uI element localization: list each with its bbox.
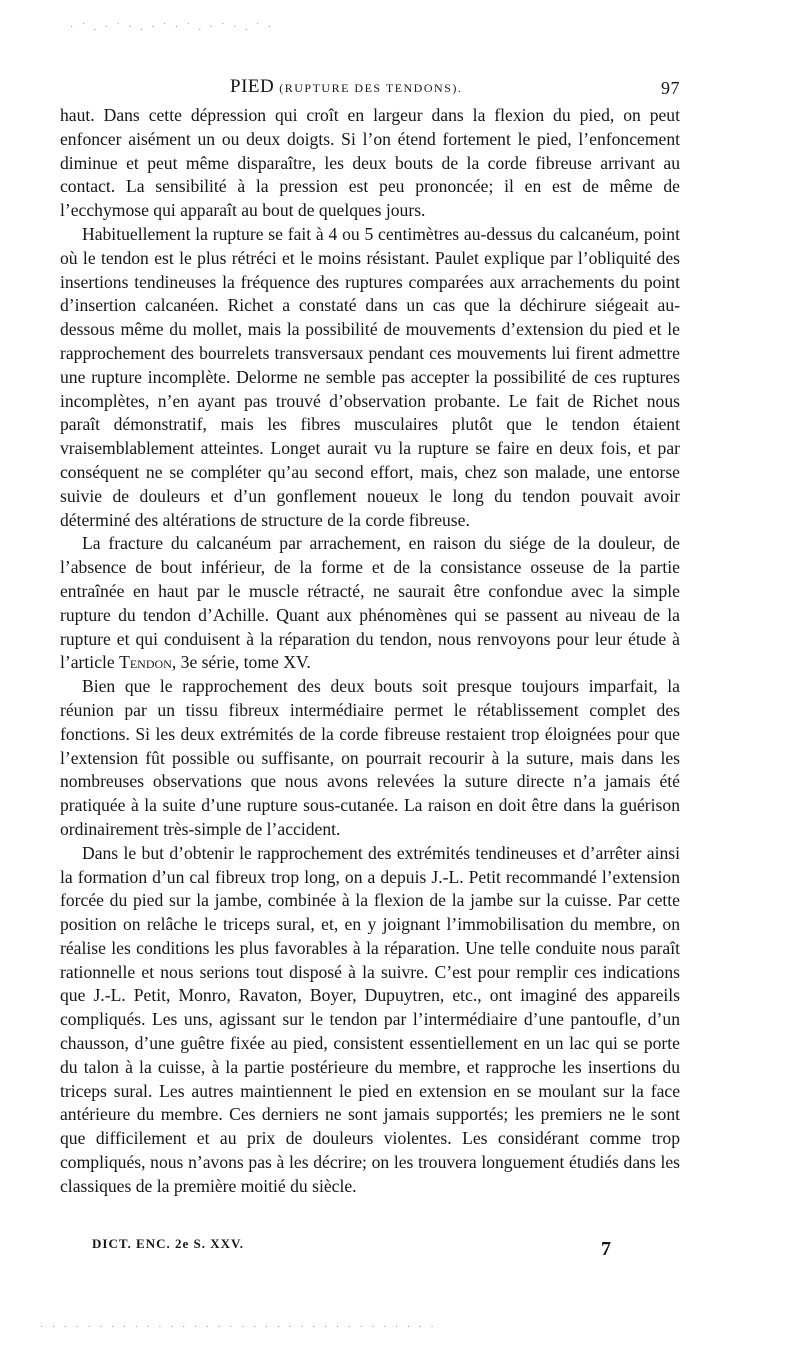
scan-noise-bottom: · · · · · · · · · · · · · · · · · · · · · · · · · · · · · · · · · ·	[40, 1322, 437, 1333]
paragraph-1: haut. Dans cette dépression qui croît en largeur dans la flexion du pied, on peut enfoncer aisément un ou deux doigts. Si l’on étend fortement le pied, l’enfoncement diminue et peut même disparaître, les deux bouts de la corde fibreuse arrivant au contact. La sensibilité à la pression est peu prononcée; il en est de même de l’ecchymose qui apparaît au bout de quelques jours.	[60, 105, 680, 221]
page-footer	[92, 1236, 612, 1260]
signature-line: DICT. ENC. 2e S. XXV.	[92, 1236, 244, 1251]
paragraph-3	[60, 532, 680, 675]
paragraph-3-text-b: , 3e série, tome XV.	[171, 652, 311, 673]
running-header	[60, 76, 680, 104]
scan-noise-top: · ˙ . · ˙ · . · ˙ · ˙ . · ˙ · . ˙ ·	[70, 22, 275, 33]
paragraph-5: Dans le but d’obtenir le rapprochement des extrémités tendineuses et d’arrêter ainsi la formation d’un cal fibreux trop long, on a depuis J.-L. Petit recommandé l’extension forcée du pied sur la jambe, combinée à la flexion de la jambe sur la cuisse. Par cette position on relâche le triceps sural, et, en y joignant l’immobilisation du membre, on réalise les conditions les plus favorables à la réparation. Une telle conduite nous paraît rationnelle et nous serions tout disposé à la suivre. C’est pour remplir ces indications que J.-L. Petit, Monro, Ravaton, Boyer, Dupuytren, etc., ont imaginé des appareils compliqués. Les uns, agissant sur le tendon par l’intermédiaire d’une pantoufle, d’un chausson, d’une guêtre fixée au pied, consistent essentiellement en un lac qui se porte du talon à la cuisse, à la partie postérieure du membre, et rapproche les insertions du triceps sural. Les autres maintiennent le pied en extension en se moulant sur la face antérieure du membre. Ces derniers ne sont jamais supportés; les premiers ne le sont que difficilement et au prix de douleurs violentes. Les considérant comme trop compliqués, nous n’avons pas à les décrire; on les trouvera longuement étudiés dans les classiques de la première moitié du siècle.	[60, 842, 680, 1196]
sheet-number: 7	[601, 1238, 612, 1260]
paragraph-4: Bien que le rapprochement des deux bouts soit presque toujours imparfait, la réunion par un tissu fibreux intermédiaire permet le rétablissement complet des fonctions. Si les deux extrémités de la corde fibreuse restaient trop éloignées pour que l’extension fût possible ou suffisante, on pourrait recourir à la suture, mais dans les nombreuses observations que nous avons relevées la suture directe n’a jamais été pratiquée à la suite d’une rupture sous-cutanée. La raison en doit être dans la guérison ordinairement très-simple de l’accident.	[60, 676, 680, 839]
page-number: 97	[661, 78, 680, 98]
paragraph-3-text-a: La fracture du calcanéum par arrachement, en raison du siége de la douleur, de l’absence de bout inférieur, de la forme et de la consistance osseuse de la partie entraînée en haut par le muscle rétracté, ne saurait être confondue avec la simple rupture du tendon d’Achille. Quant aux phénomènes qui se passent au niveau de la rupture et qui conduisent à la réparation du tendon, nous renvoyons pour leur étude à l’article	[60, 533, 680, 673]
running-title-main: PIED	[230, 76, 275, 97]
running-title	[230, 76, 462, 98]
running-title-sub: (RUPTURE DES TENDONS).	[279, 81, 463, 95]
body-text	[60, 104, 680, 1199]
article-reference: Tendon	[119, 652, 172, 673]
paragraph-2: Habituellement la rupture se fait à 4 ou 5 centimètres au-dessus du calcanéum, point où le tendon est le plus rétréci et le moins résistant. Paulet explique par l’obliquité des insertions tendineuses la fréquence des ruptures comparées aux arrachements du point d’insertion calcanéen. Richet a constaté dans un cas que la déchirure siégeait au-dessous même du mollet, mais la possibilité de mouvements d’extension du pied et le rapprochement des bourrelets transversaux pendant ces mouvements lui firent admettre une rupture incomplète. Delorme ne semble pas accepter la possibilité de ces ruptures incomplètes, n’en ayant pas trouvé d’observation probante. Le fait de Richet nous paraît démonstratif, mais les fibres musculaires plutôt que le tendon étaient vraisemblablement atteintes. Longet aurait vu la rupture se faire en deux fois, et par conséquent ne se compléter qu’au second effort, mais, chez son malade, une entorse suivie de douleurs et d’un gonflement noueux le long du tendon pouvait avoir déterminé des altérations de structure de la corde fibreuse.	[60, 223, 680, 530]
